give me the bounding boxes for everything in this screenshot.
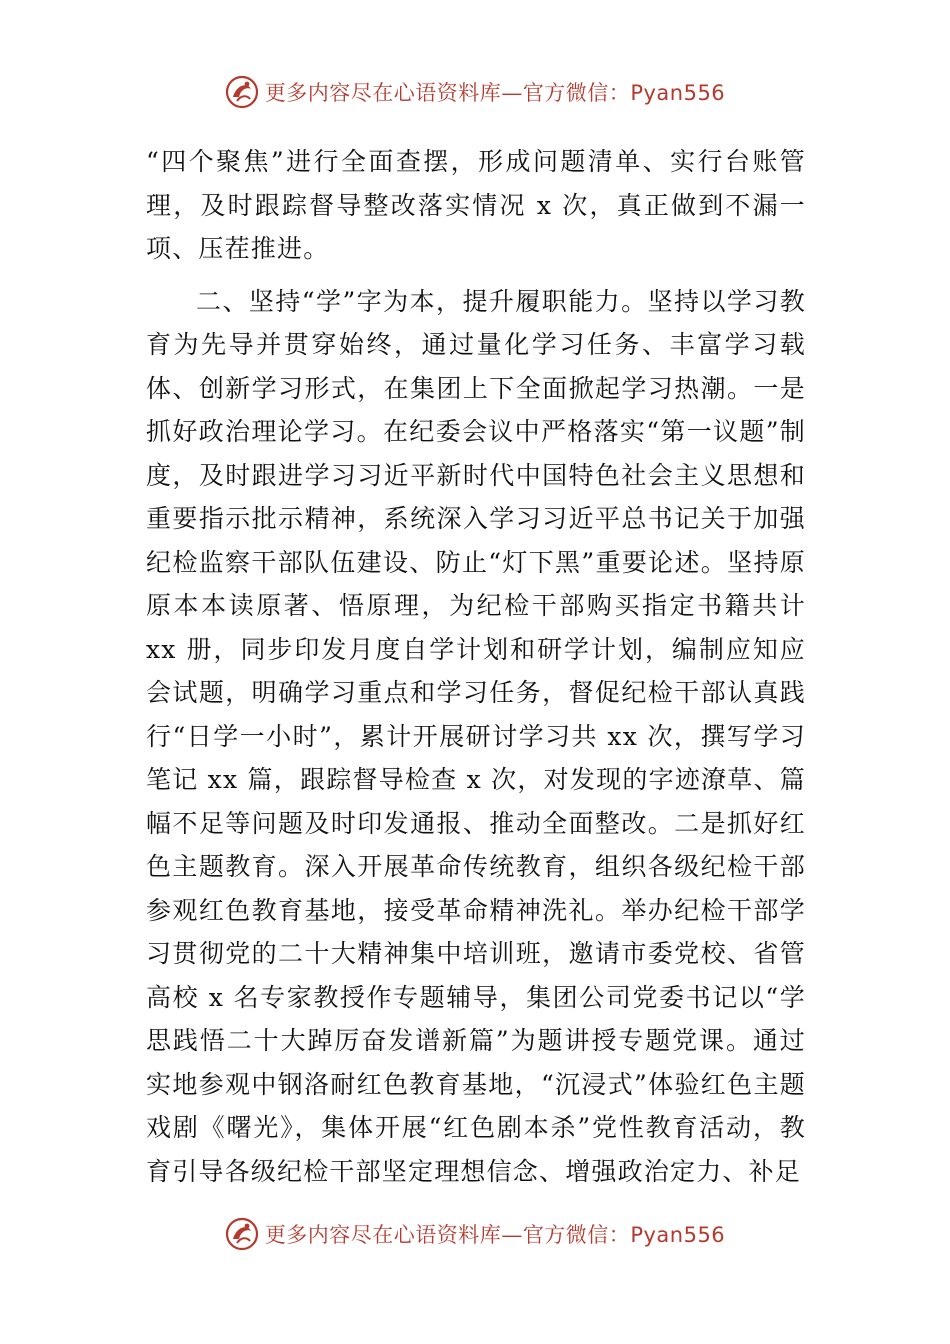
header-site-text: 更多内容尽在心语资料库 xyxy=(264,81,502,105)
footer-wechat-label: 官方微信： xyxy=(522,1223,631,1247)
header-wechat-id: Pyan556 xyxy=(630,81,726,105)
header-dash: — xyxy=(501,81,523,105)
paragraph-section-two: 二、坚持“学”字为本，提升履职能力。坚持以学习教育为先导并贯穿始终，通过量化学习任务、丰富学习载体、创新学习形式，在集团上下全面掀起学习热潮。一是抓好政治理论学习。在纪委会议中严格落实“第一议题”制度，及时跟进学习习近平新时代中国特色社会主义思想和重要指示批示精神，系统深入学习习近平总书记关于加强纪检监察干部队伍建设、防止“灯下黑”重要论述。坚持原原本本读原著、悟原理，为纪检干部购买指定书籍共计 xx 册，同步印发月度自学计划和研学计划，编制应知应会试题，明确学习重点和学习任务，督促纪检干部认真践行“日学一小时”，累计开展研讨学习共 xx 次，撰写学习笔记 xx 篇，跟踪督导检查 x 次，对发现的字迹潦草、篇幅不足等问题及时印发通报、推动全面整改。二是抓好红色主题教育。深入开展革命传统教育，组织各级纪检干部参观红色教育基地，接受革命精神洗礼。举办纪检干部学习贯彻党的二十大精神集中培训班，邀请市委党校、省管高校 x 名专家教授作专题辅导，集团公司党委书记以“学思践悟二十大踔厉奋发谱新篇”为题讲授专题党课。通过实地参观中钢洛耐红色教育基地，“沉浸式”体验红色主题戏剧《曙光》，集体开展“红色剧本杀”党性教育活动，教育引导各级纪检干部坚定理想信念、增强政治定力、补足 xyxy=(146,286,806,1186)
footer-dash: — xyxy=(501,1223,523,1247)
header-banner-text xyxy=(265,77,725,107)
swirl-logo-icon xyxy=(225,75,259,109)
footer-wechat-id: Pyan556 xyxy=(630,1223,726,1247)
footer-banner-text xyxy=(265,1219,725,1249)
paragraph-continuation: “四个聚焦”进行全面查摆，形成问题清单、实行台账管理，及时跟踪督导整改落实情况 x 次，真正做到不漏一项、压茬推进。 xyxy=(146,147,806,263)
footer-site-text: 更多内容尽在心语资料库 xyxy=(264,1223,502,1247)
footer-banner xyxy=(0,1214,950,1254)
header-banner xyxy=(0,72,950,112)
swirl-logo-icon xyxy=(225,1217,259,1251)
header-wechat-label: 官方微信： xyxy=(522,81,631,105)
document-body xyxy=(146,140,806,1193)
